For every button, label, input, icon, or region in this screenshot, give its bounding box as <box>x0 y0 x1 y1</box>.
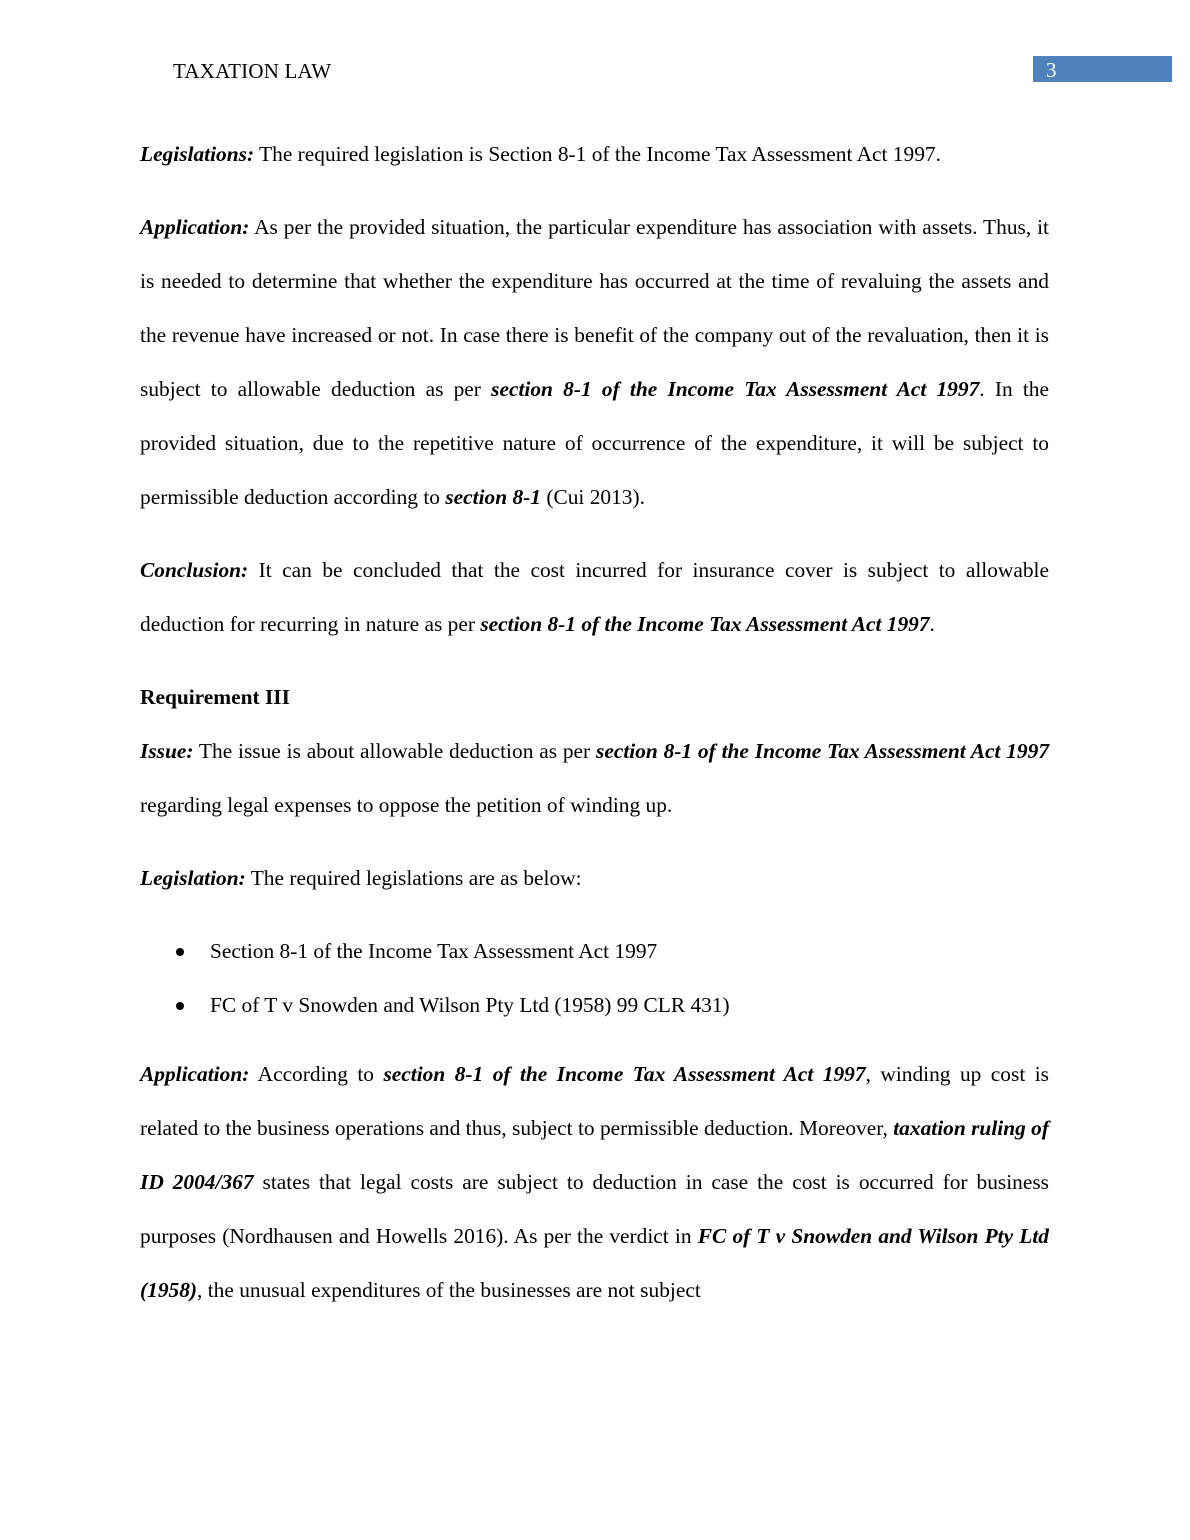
legislation-paragraph <box>140 851 1049 905</box>
conclusion-paragraph <box>140 543 1049 651</box>
issue-paragraph <box>140 724 1049 832</box>
legislations-text: The required legislation is Section 8-1 of the Income Tax Assessment Act 1997. <box>254 142 941 166</box>
application-1-text-1: As per the provided situation, the particular expenditure has association with assets. Thus, it is needed to determine that whether the expenditure has occurred at the time of revaluing the assets and the revenue have increased or not. In case there is benefit of the company out of the revaluation, then it is subject to allowable deduction as per <box>140 215 1049 401</box>
application-1-text-3: (Cui 2013). <box>541 485 645 509</box>
conclusion-reference: section 8-1 of the Income Tax Assessment Act 1997 <box>480 612 930 636</box>
application-2-text-2: , winding up cost is related to the business operations and thus, subject to permissible deduction. Moreover, <box>140 1062 1049 1140</box>
legislation-label: Legislation: <box>140 866 246 890</box>
header-title: TAXATION LAW <box>173 59 332 83</box>
legislation-text: The required legislations are as below: <box>245 866 582 890</box>
application-1-reference-2: section 8-1 <box>445 485 541 509</box>
conclusion-text-1: It can be concluded that the cost incurred for insurance cover is subject to allowable deduction for recurring in nature as per <box>140 558 1049 636</box>
issue-text-2: regarding legal expenses to oppose the petition of winding up. <box>140 793 673 817</box>
application-paragraph-1 <box>140 200 1049 524</box>
issue-text-1: The issue is about allowable deduction as per <box>193 739 596 763</box>
application-2-text-1: According to <box>249 1062 384 1086</box>
application-2-reference-2: taxation ruling of ID 2004/367 <box>140 1116 1049 1194</box>
page-header <box>0 56 1190 84</box>
issue-label: Issue: <box>140 739 194 763</box>
application-2-text-3: states that legal costs are subject to deduction in case the cost is occurred for business purposes (Nordhausen and Howells 2016). As per the verdict in <box>140 1170 1049 1248</box>
application-2-reference-1: section 8-1 of the Income Tax Assessment Act 1997 <box>383 1062 866 1086</box>
bullet-icon <box>176 1002 184 1010</box>
list-item-text: FC of T v Snowden and Wilson Pty Ltd (1958) 99 CLR 431) <box>210 993 730 1017</box>
legislations-label: Legislations: <box>140 142 255 166</box>
application-label-1: Application: <box>140 215 250 239</box>
application-paragraph-2 <box>140 1047 1049 1317</box>
list-item <box>140 924 1049 978</box>
application-1-reference-1: section 8-1 of the Income Tax Assessment Act 1997 <box>491 377 980 401</box>
page-number: 3 <box>1046 58 1057 82</box>
issue-reference: section 8-1 of the Income Tax Assessment Act 1997 <box>596 739 1050 763</box>
requirement-heading: Requirement III <box>140 685 290 709</box>
document-body <box>140 127 1049 1317</box>
list-item-text: Section 8-1 of the Income Tax Assessment Act 1997 <box>210 939 658 963</box>
legislations-paragraph <box>140 127 1049 181</box>
legislation-list <box>140 924 1049 1032</box>
application-label-2: Application: <box>140 1062 250 1086</box>
conclusion-text-2: . <box>929 612 935 636</box>
conclusion-label: Conclusion: <box>140 558 249 582</box>
application-1-text-2: . In the provided situation, due to the repetitive nature of occurrence of the expenditure, it will be subject to permissible deduction according to <box>140 377 1049 509</box>
bullet-icon <box>176 948 184 956</box>
list-item <box>140 978 1049 1032</box>
application-2-reference-3: FC of T v Snowden and Wilson Pty Ltd (1958) <box>140 1224 1049 1302</box>
page-number-box <box>1033 56 1172 82</box>
application-2-text-4: , the unusual expenditures of the businesses are not subject <box>197 1278 701 1302</box>
